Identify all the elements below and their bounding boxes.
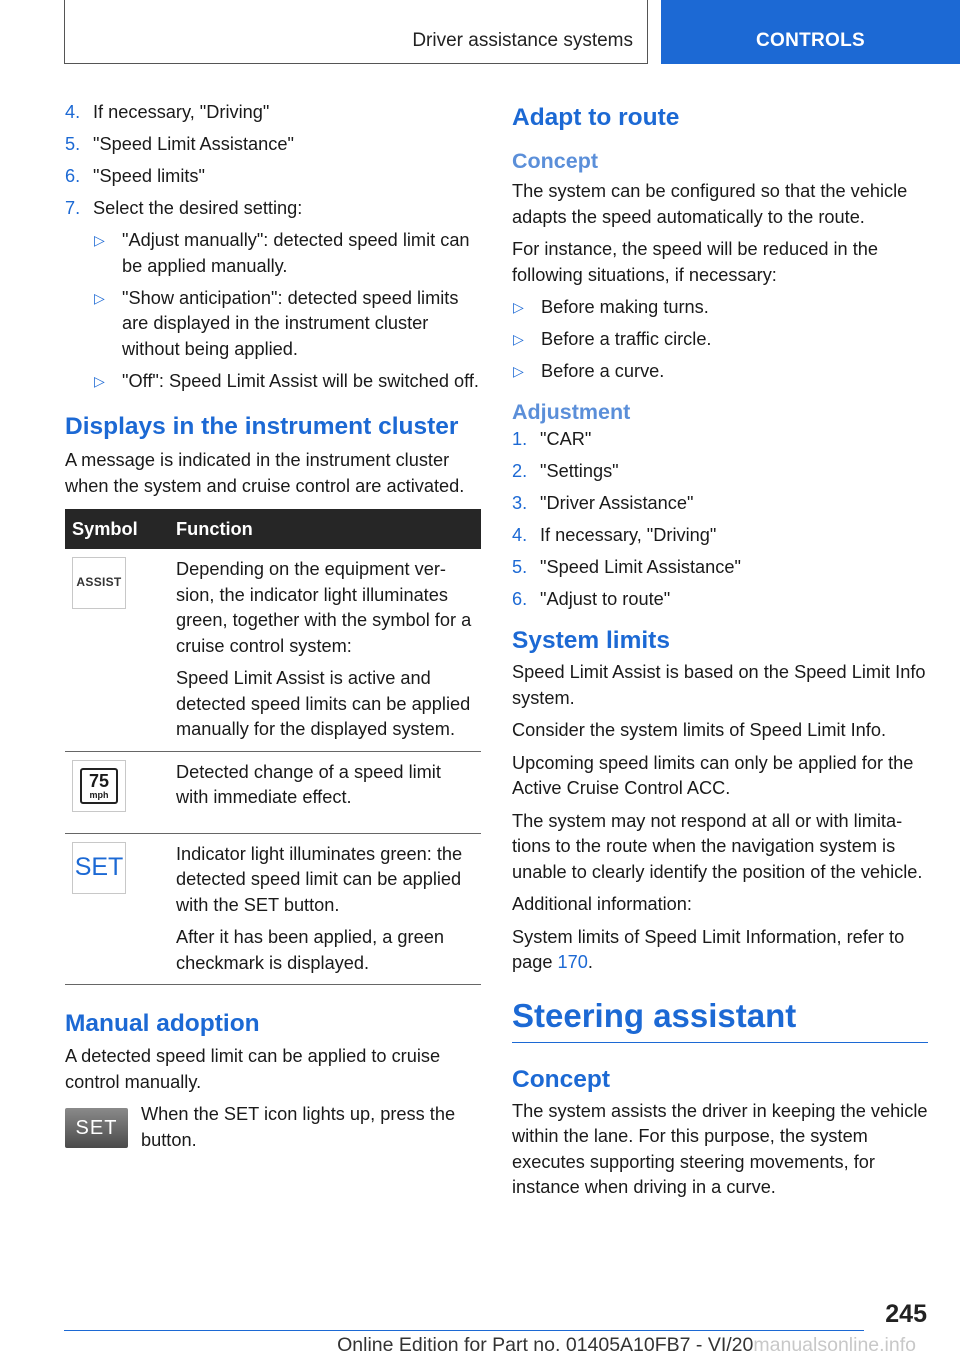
chapter-tab[interactable] <box>661 0 960 64</box>
table-header-function: Function <box>169 509 481 549</box>
situation-text: Before making turns. <box>541 297 709 317</box>
list-item <box>512 555 928 581</box>
step-number: 5. <box>65 134 81 154</box>
reference-suffix: . <box>587 952 593 972</box>
displays-intro: A message is indicated in the instrument cluster when the system and cruise control are activated. <box>65 450 465 496</box>
speed-limit-number: 75 <box>88 770 110 791</box>
edition-text <box>337 1334 916 1357</box>
list-item <box>93 286 481 363</box>
steering-heading: Steering assistant <box>512 996 928 1043</box>
list-item <box>512 491 928 517</box>
limits-text: Speed Limit Assist is based on the Speed Limit Info system. <box>512 662 926 708</box>
adapt-heading: Adapt to route <box>512 104 680 131</box>
page-number: 245 <box>885 1300 927 1328</box>
displays-heading: Displays in the instrument cluster <box>65 413 459 440</box>
instance-text: For instance, the speed will be reduced in the following situations, if necessary: <box>512 239 878 285</box>
step-number: 2. <box>512 460 528 481</box>
adjustment-steps <box>512 427 928 613</box>
set-button-instruction <box>65 1102 481 1153</box>
set-indicator-icon <box>72 842 126 894</box>
concept-heading: Concept <box>512 149 598 173</box>
list-item <box>512 523 928 549</box>
chapter-tab-label: CONTROLS <box>755 30 865 51</box>
list-item <box>512 295 928 321</box>
table-header-symbol: Symbol <box>65 509 169 549</box>
left-column <box>65 100 481 1153</box>
list-item <box>65 132 481 158</box>
step-text: "Speed Limit Assistance" <box>93 134 294 154</box>
speed-limit-unit: mph <box>89 789 109 800</box>
footer-rule <box>64 1330 864 1331</box>
set-button-text: When the SET icon lights up, press the button. <box>141 1104 456 1150</box>
concept-text: The system can be configured so that the vehicle adapts the speed automatically to the route. <box>512 181 908 227</box>
triangle-bullet-icon: ▷ <box>94 372 105 389</box>
function-text: Detected change of a speed limit with immediate effect. <box>176 761 441 807</box>
step-number: 1. <box>512 428 528 449</box>
assist-icon-text: ASSIST <box>76 575 122 590</box>
triangle-bullet-icon: ▷ <box>94 232 105 248</box>
list-item <box>65 196 481 222</box>
settings-list <box>93 228 481 394</box>
situation-text: Before a traffic circle. <box>541 329 712 349</box>
list-item <box>93 228 481 279</box>
step-text: "Speed Limit Assistance" <box>540 556 741 577</box>
steps-list <box>65 100 481 222</box>
step-text: "Driver Assistance" <box>540 492 694 513</box>
setting-text: "Adjust manually": detected speed limit can be applied manually. <box>122 230 470 276</box>
step-number: 4. <box>65 102 81 122</box>
list-item <box>512 587 928 613</box>
symbol-table <box>65 509 481 985</box>
list-item <box>512 359 928 385</box>
assist-indicator-icon <box>72 557 126 609</box>
step-number: 4. <box>512 524 528 545</box>
watermark-text: manualsonline.info <box>753 1334 916 1356</box>
step-number: 5. <box>512 556 528 577</box>
edition-label: Online Edition for Part no. 01405A10FB7 - VI/20 <box>337 1334 754 1356</box>
list-item <box>512 427 928 453</box>
page-header <box>64 0 960 66</box>
situations-list <box>512 295 928 385</box>
step-number: 3. <box>512 492 528 513</box>
step-text: "Settings" <box>540 460 619 481</box>
limits-reference <box>512 925 928 976</box>
function-cell <box>169 833 481 985</box>
step-text: Select the desired setting: <box>93 198 303 218</box>
system-limits-heading: System limits <box>512 627 670 654</box>
step-text: "Adjust to route" <box>540 588 671 609</box>
limits-text: Consider the system limits of Speed Limit Info. <box>512 720 887 740</box>
steering-concept-heading: Concept <box>512 1065 610 1093</box>
triangle-bullet-icon: ▷ <box>94 289 105 306</box>
step-number: 6. <box>512 588 528 609</box>
step-text: "CAR" <box>540 428 592 449</box>
triangle-bullet-icon: ▷ <box>513 331 524 347</box>
step-number: 7. <box>65 198 81 218</box>
list-item <box>512 327 928 353</box>
triangle-bullet-icon: ▷ <box>513 299 524 315</box>
list-item <box>512 459 928 485</box>
function-text: After it has been applied, a green checkmark is displayed. <box>176 927 444 973</box>
steering-concept-text: The system assists the driver in keeping the vehicle within the lane. For this purpose, the system executes supporting steering movements, for instance when driving in a curve. <box>512 1100 928 1197</box>
adjustment-heading: Adjustment <box>512 399 631 424</box>
setting-text: "Off": Speed Limit Assist will be switched off. <box>122 370 479 391</box>
list-item <box>65 164 481 190</box>
setting-text: "Show anticipation": detected speed limits are displayed in the instrument cluster without being applied. <box>122 287 459 359</box>
table-row <box>65 833 481 985</box>
function-text: Indicator light illuminates green: the detected speed limit can be applied with the SET button. <box>176 843 463 915</box>
step-text: "Speed limits" <box>93 166 205 186</box>
manual-adoption-text: A detected speed limit can be applied to cruise control manually. <box>65 1046 441 1092</box>
function-cell <box>169 751 481 833</box>
section-title-box <box>64 0 648 64</box>
table-row <box>65 751 481 833</box>
table-row <box>65 549 481 751</box>
reference-text: System limits of Speed Limit Information, refer to page <box>512 926 905 972</box>
limits-text: Upcoming speed limits can only be applied for the Active Cruise Control ACC. <box>512 752 914 798</box>
limits-text: The system may not respond at all or with limitations to the route when the navigation system is unable to clearly identify the position of the vehicle. <box>512 810 923 882</box>
symbol-cell <box>65 751 169 833</box>
limits-text: Additional information: <box>512 894 692 914</box>
step-text: If necessary, "Driving" <box>93 102 270 122</box>
list-item <box>65 100 481 126</box>
symbol-cell <box>65 549 169 751</box>
set-button-label: SET <box>75 1116 118 1139</box>
section-title: Driver assistance systems <box>412 30 633 51</box>
right-column <box>512 100 928 1208</box>
step-text: If necessary, "Driving" <box>540 524 717 545</box>
speed-limit-change-icon <box>72 760 126 812</box>
function-text: Speed Limit Assist is active and detected speed limits can be applied manually for the displayed system. <box>176 668 471 739</box>
list-item <box>93 369 481 395</box>
situation-text: Before a curve. <box>541 361 665 381</box>
function-text: Depending on the equipment version, the indicator light illuminates green, together with the symbol for a cruise control system: <box>176 559 472 656</box>
set-icon-text: SET <box>74 852 124 881</box>
page-link[interactable]: 170 <box>557 952 588 972</box>
function-cell <box>169 549 481 751</box>
set-button-icon <box>65 1108 128 1148</box>
symbol-cell <box>65 833 169 985</box>
manual-adoption-heading: Manual adoption <box>65 1010 260 1037</box>
triangle-bullet-icon: ▷ <box>513 363 524 379</box>
step-number: 6. <box>65 166 81 186</box>
